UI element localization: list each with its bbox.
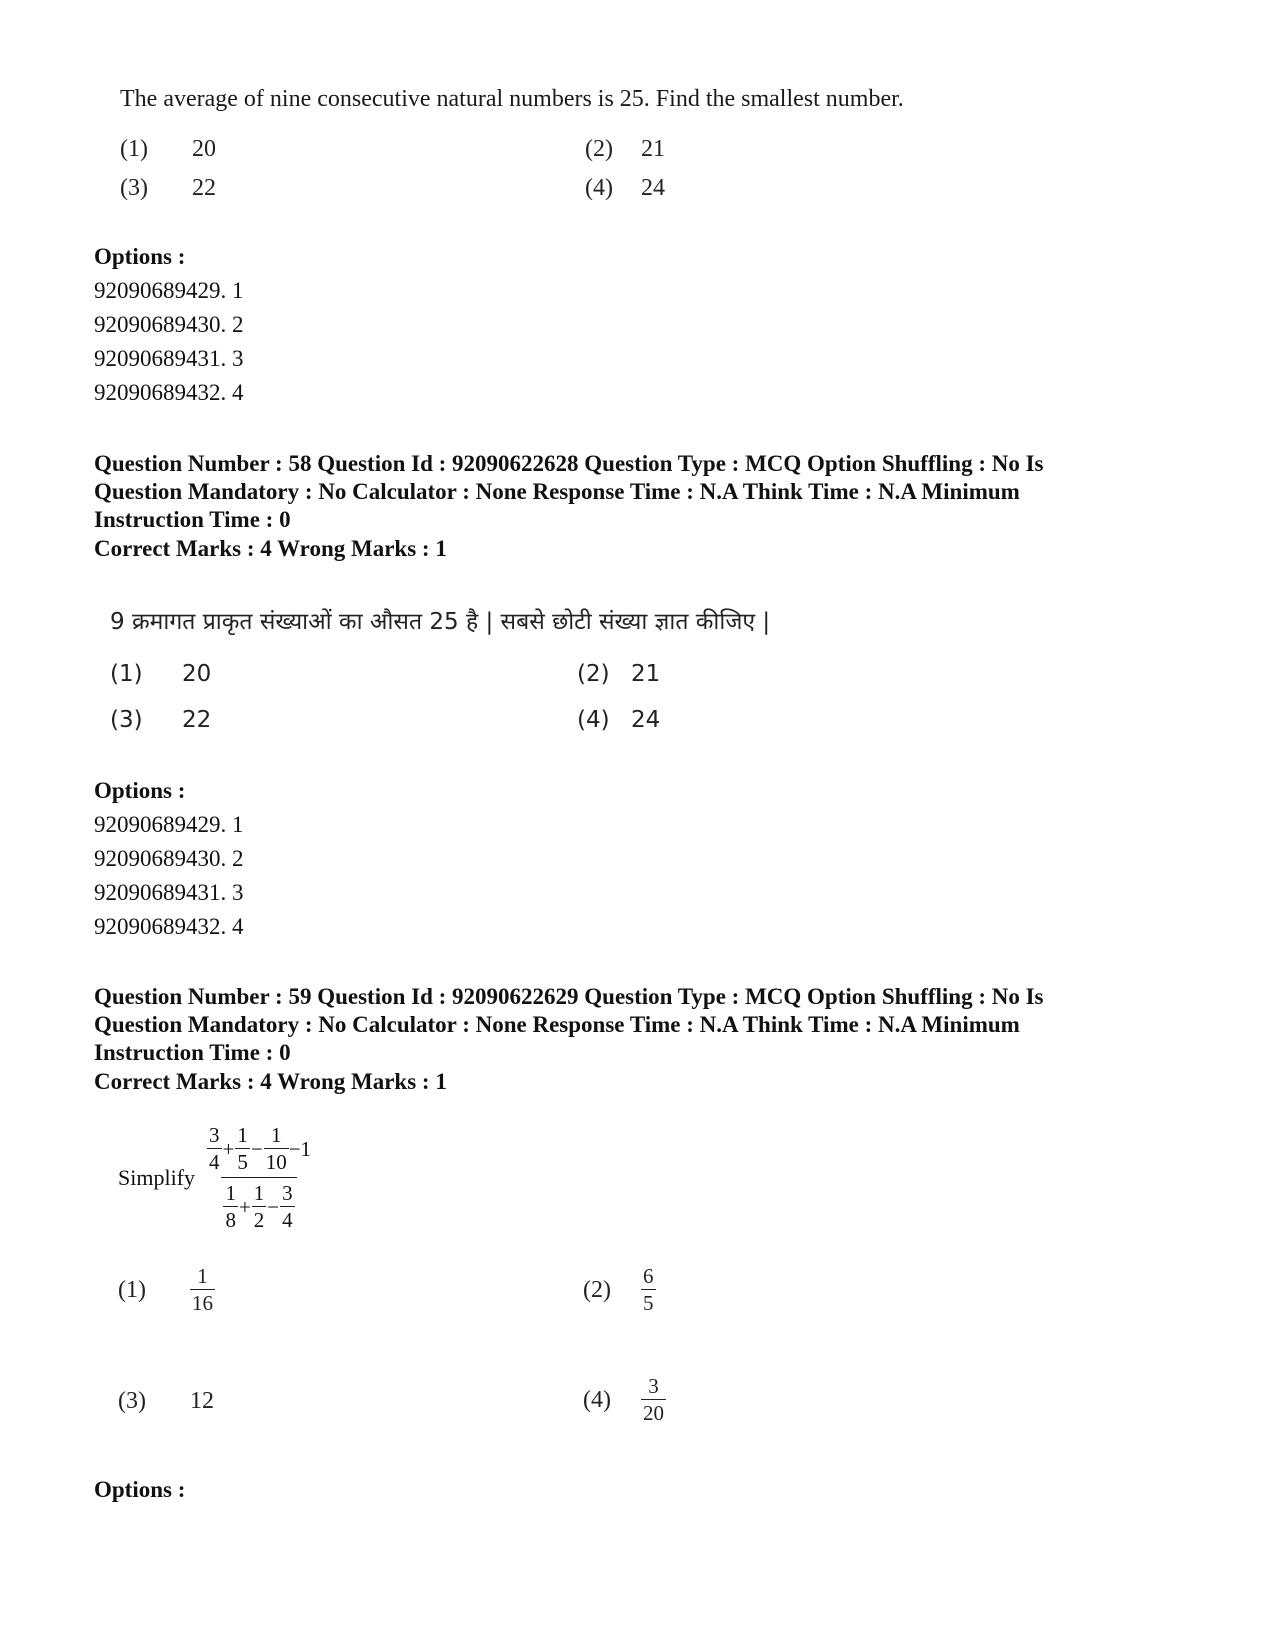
main-denominator: $\frac{1}{8}$ + $\frac{1}{2}$ − $\frac{3}{4}$ [221, 1177, 296, 1231]
question-text: The average of nine consecutive natural numbers is 25. Find the smallest number. [120, 86, 904, 112]
choice-1: (1) $\frac{1}{16}$ [118, 1264, 213, 1315]
choice-4: (4) 24 [577, 707, 661, 733]
option-line: 92090689430. 2 [94, 312, 244, 337]
main-numerator: $\frac{3}{4}$ + $\frac{1}{5}$ − $\frac{1}{10}$ −1 [209, 1123, 312, 1174]
main-fraction [205, 1125, 313, 1231]
question-meta [94, 983, 1154, 1067]
meta-line: Question Number : 58 Question Id : 92090622628 Question Type : MCQ Option Shuffling : No Is [94, 451, 1044, 476]
choice-3: (3) 22 [110, 707, 212, 733]
meta-line: Question Number : 59 Question Id : 92090622629 Question Type : MCQ Option Shuffling : No Is [94, 984, 1044, 1009]
marks-line: Correct Marks : 4 Wrong Marks : 1 [94, 536, 447, 561]
meta-line: Instruction Time : 0 [94, 1040, 291, 1065]
choice-2: (2) 21 [577, 661, 661, 687]
option-line: 92090689429. 1 [94, 812, 244, 837]
options-label: Options : [94, 778, 186, 803]
choice-3: (3) 12 [118, 1388, 214, 1414]
choice-1: (1) 20 [110, 661, 212, 687]
options-list [94, 274, 244, 410]
simplify-word: Simplify [118, 1165, 196, 1190]
option-line: 92090689431. 3 [94, 346, 244, 371]
options-label: Options : [94, 1477, 186, 1502]
option-line: 92090689432. 4 [94, 914, 244, 939]
choice-3: (3) 22 [120, 175, 216, 201]
meta-line: Instruction Time : 0 [94, 507, 291, 532]
meta-line: Question Mandatory : No Calculator : None Response Time : N.A Think Time : N.A Minimum [94, 1012, 1020, 1037]
option-line: 92090689430. 2 [94, 846, 244, 871]
options-label: Options : [94, 244, 186, 269]
question-meta [94, 450, 1154, 534]
choice-4: (4) $\frac{3}{20}$ [583, 1374, 664, 1425]
choice-1: (1) 20 [120, 136, 216, 162]
choice-2: (2) $\frac{6}{5}$ [583, 1264, 654, 1315]
choice-4: (4) 24 [585, 175, 665, 201]
options-list [94, 808, 244, 944]
marks-line: Correct Marks : 4 Wrong Marks : 1 [94, 1069, 447, 1094]
simplify-expression [118, 1125, 313, 1231]
option-line: 92090689429. 1 [94, 278, 244, 303]
question-text-hindi: 9 क्रमागत प्राकृत संख्याओं का औसत 25 है | सबसे छोटी संख्या ज्ञात कीजिए | [110, 609, 771, 635]
choice-2: (2) 21 [585, 136, 665, 162]
option-line: 92090689431. 3 [94, 880, 244, 905]
option-line: 92090689432. 4 [94, 380, 244, 405]
meta-line: Question Mandatory : No Calculator : None Response Time : N.A Think Time : N.A Minimum [94, 479, 1020, 504]
